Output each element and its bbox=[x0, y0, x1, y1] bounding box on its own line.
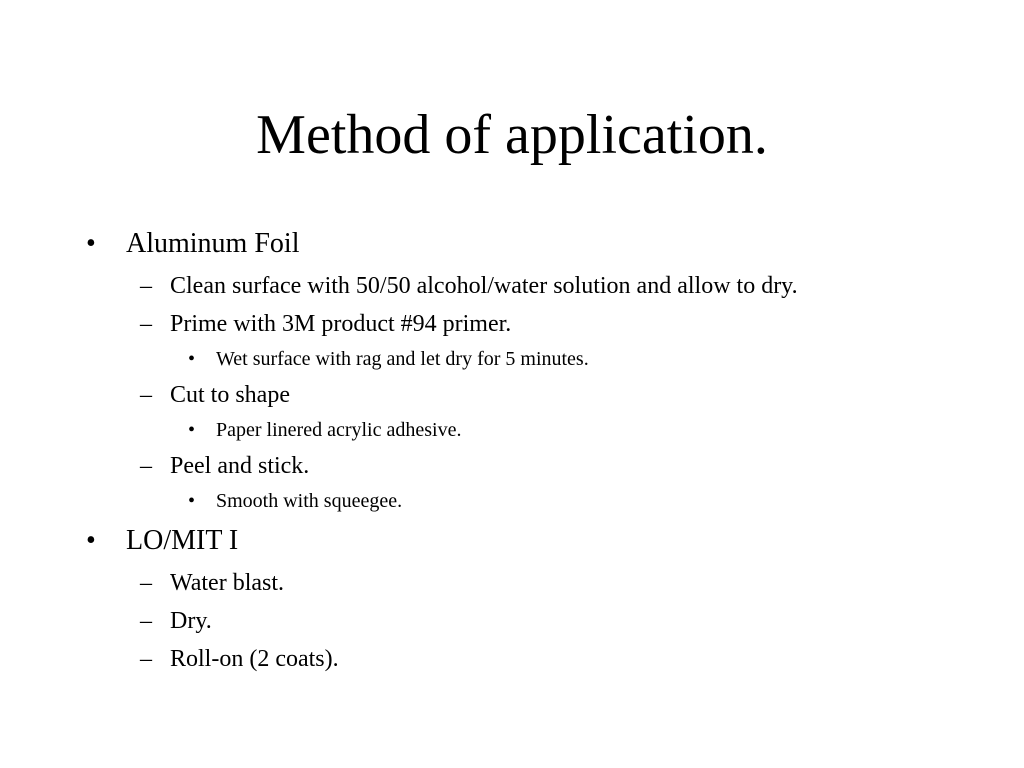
dash-marker: – bbox=[140, 608, 152, 634]
sub-item-label: Prime with 3M product #94 primer. bbox=[170, 311, 512, 337]
bullet-item-label: Aluminum Foil bbox=[126, 228, 300, 259]
dash-marker: – bbox=[140, 311, 152, 337]
sub-item-label: Dry. bbox=[170, 608, 212, 634]
sub-item-label: Water blast. bbox=[170, 570, 285, 596]
bullet-marker: • bbox=[188, 348, 196, 370]
sub-sub-item-label: Paper linered acrylic adhesive. bbox=[216, 419, 462, 441]
dash-marker: – bbox=[140, 273, 152, 299]
dash-marker: – bbox=[140, 646, 152, 672]
bullet-marker: • bbox=[188, 419, 196, 441]
sub-item-label: Clean surface with 50/50 alcohol/water solution and allow to dry. bbox=[170, 273, 798, 299]
dash-marker: – bbox=[140, 570, 152, 596]
bullet-item-label: LO/MIT I bbox=[126, 525, 239, 556]
sub-sub-item-label: Wet surface with rag and let dry for 5 minutes. bbox=[216, 348, 589, 370]
bullet-marker: • bbox=[86, 228, 96, 259]
dash-marker: – bbox=[140, 453, 152, 479]
dash-marker: – bbox=[140, 382, 152, 408]
sub-item-label: Roll-on (2 coats). bbox=[170, 646, 339, 672]
bullet-marker: • bbox=[188, 490, 196, 512]
slide-title: Method of application. bbox=[256, 104, 768, 166]
sub-item-label: Peel and stick. bbox=[170, 453, 310, 479]
sub-sub-item-label: Smooth with squeegee. bbox=[216, 490, 403, 512]
bullet-marker: • bbox=[86, 525, 96, 556]
sub-item-label: Cut to shape bbox=[170, 382, 290, 408]
